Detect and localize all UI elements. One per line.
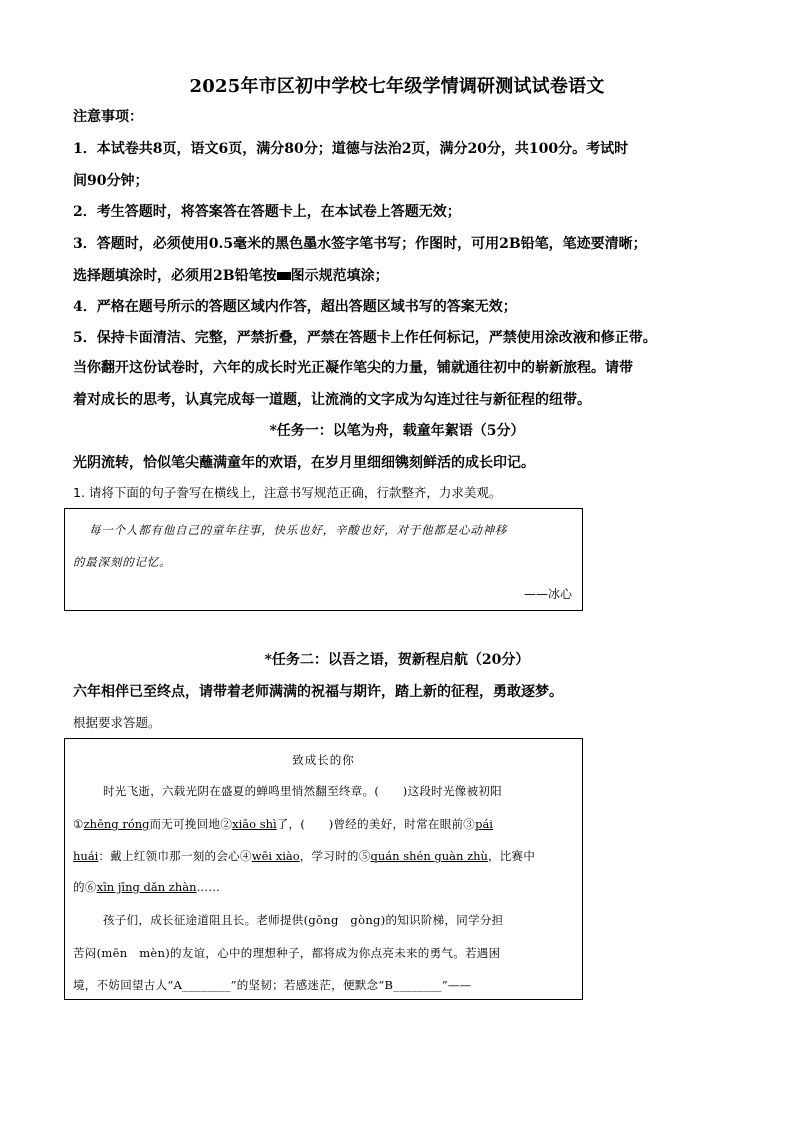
question-1: 1. 请将下面的句子誊写在横线上，注意书写规范正确，行款整齐，力求美观。 [73, 485, 502, 500]
pinyin-blank-5: quán shén guàn zhù [370, 849, 488, 863]
notice-item-1b: 间90分钟； [73, 173, 149, 189]
pinyin-blank-3a: pái [475, 817, 493, 831]
text-seg: ，学习时的⑤ [299, 849, 371, 863]
intro-line-1: 当你翻开这份试卷时，六年的成长时光正凝作笔尖的力量，铺就通往初中的崭新旅程。请带 [73, 360, 633, 376]
article-title: 致成长的你 [292, 753, 355, 767]
article-p2-line-3: 境，不妨回望古人“A________”的坚韧；若感迷茫，便默念“B________”—— [73, 978, 472, 992]
text-seg: 而无可挽回地② [149, 817, 233, 831]
article-p1-line-2 [73, 815, 493, 833]
notice-item-3b [73, 266, 389, 286]
notice-item-2: 2．考生答题时，将答案答在答题卡上，在本试卷上答题无效； [73, 204, 461, 220]
task2-lead: 六年相伴已至终点，请带着老师满满的祝福与期许，踏上新的征程，勇敢逐梦。 [73, 684, 563, 700]
notice-item-3a: 3．答题时，必须使用0.5毫米的黑色墨水签字笔书写；作图时，可用2B铅笔，笔迹要清晰； [73, 236, 647, 252]
notice-heading: 注意事项： [73, 109, 143, 125]
filled-bubble-icon [277, 272, 291, 280]
notice-item-5: 5．保持卡面清洁、完整，严禁折叠，严禁在答题卡上作任何标记，严禁使用涂改液和修正带。 [73, 330, 657, 346]
task2-instruction: 根据要求答题。 [73, 715, 161, 730]
page-title: 2025年市区初中学校七年级学情调研测试试卷语文 [189, 76, 605, 97]
copy-quote-box [64, 508, 583, 611]
pinyin-blank-2: xiāo shì [232, 817, 277, 831]
notice-item-3b-post: 图示规范填涂； [290, 268, 389, 284]
article-box [64, 738, 583, 1000]
intro-line-2: 着对成长的思考，认真完成每一道题，让流淌的文字成为勾连过往与新征程的纽带。 [73, 392, 591, 408]
task2-heading: *任务二：以吾之语，贺新程启航（20分） [264, 652, 530, 668]
text-seg: ：戴上红领巾那一刻的会心④ [98, 849, 252, 863]
notice-item-4: 4．严格在题号所示的答题区域内作答，超出答题区域书写的答案无效； [73, 299, 517, 315]
article-p1-line-4 [73, 878, 220, 896]
pinyin-blank-1: zhēng róng [83, 817, 150, 831]
quote-line-1: 每一个人都有他自己的童年往事，快乐也好，辛酸也好，对于他都是心动神移 [89, 523, 508, 537]
text-seg: 的⑥ [73, 880, 97, 894]
quote-line-2: 的最深刻的记忆。 [73, 555, 172, 569]
text-seg: …… [196, 880, 221, 894]
notice-item-1a: 1．本试卷共8页，语文6页，满分80分；道德与法治2页，满分20分，共100分。考试时 [73, 141, 629, 157]
article-p1-line-1: 时光飞逝，六载光阴在盛夏的蝉鸣里悄然翻至终章。( )这段时光像被初阳 [103, 784, 502, 798]
task1-lead: 光阴流转，恰似笔尖蘸满童年的欢语，在岁月里细细镌刻鲜活的成长印记。 [73, 455, 535, 471]
pinyin-blank-4: wēi xiào [251, 849, 300, 863]
pinyin-blank-3b: huái [73, 849, 99, 863]
text-seg: ，比赛中 [487, 849, 536, 863]
quote-source: ——冰心 [523, 587, 572, 601]
text-seg: 了，( )曾经的美好，时常在眼前③ [276, 817, 476, 831]
mark-1: ① [73, 817, 84, 831]
article-p2-line-2: 苦闷(mēn mèn)的友谊，心中的理想种子，都将成为你点亮未来的勇气。若遇困 [73, 946, 501, 960]
pinyin-blank-6: xīn jīng dǎn zhàn [96, 880, 197, 894]
notice-item-3b-pre: 选择题填涂时，必须用2B铅笔按 [73, 268, 277, 284]
task1-heading: *任务一：以笔为舟，载童年絮语（5分） [269, 423, 525, 439]
article-p2-line-1: 孩子们，成长征途道阻且长。老师提供(gōng gòng)的知识阶梯，同学分担 [103, 913, 504, 927]
article-p1-line-3 [73, 847, 535, 865]
